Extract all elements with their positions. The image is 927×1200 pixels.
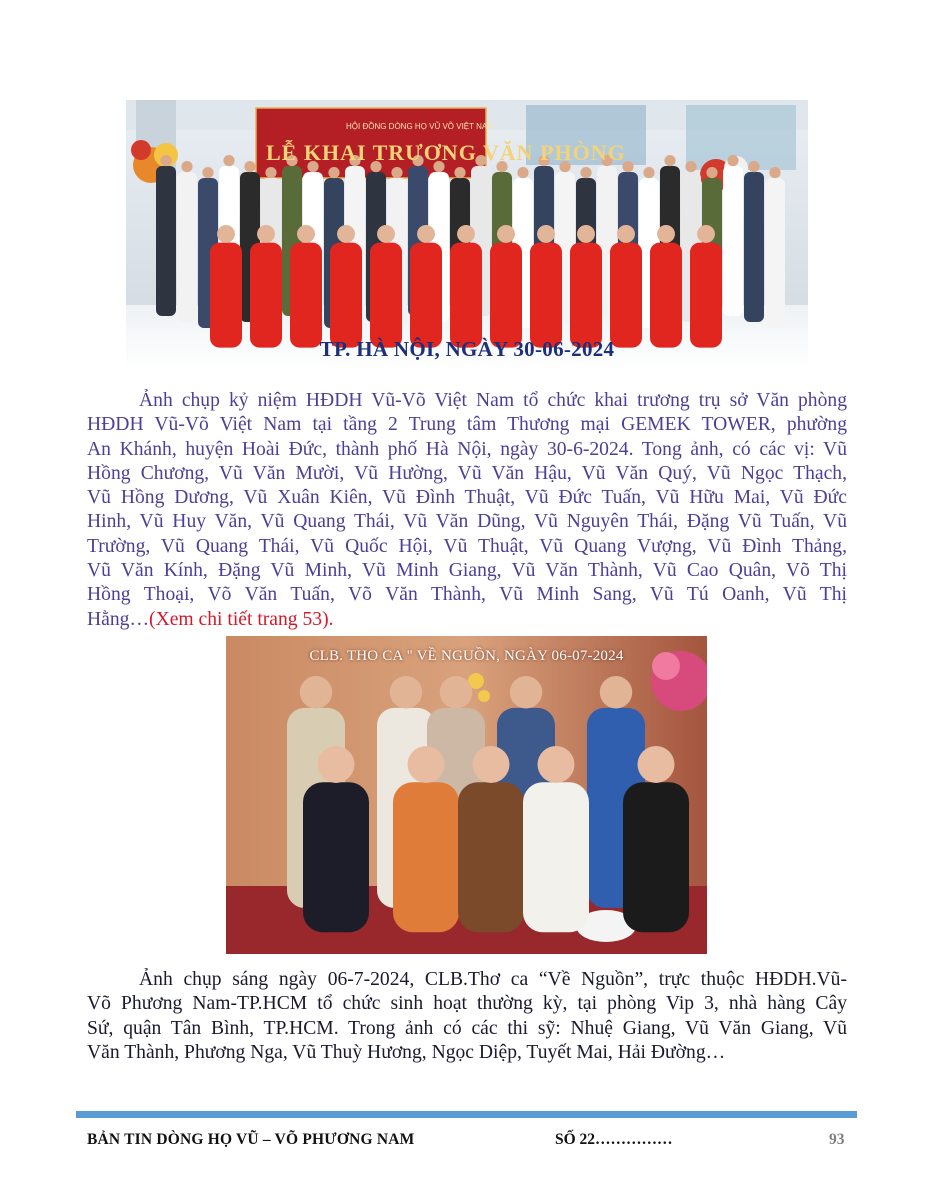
see-more-reference: (Xem chi tiết trang 53).	[149, 608, 334, 630]
footer-rule	[76, 1111, 857, 1118]
paragraph-last-line	[87, 608, 847, 632]
person-back-row	[177, 161, 197, 322]
paragraph-line: An Khánh, huyện Hoài Đức, thành phố Hà Nội, ngày 30-6-2024. Tong ảnh, có các vị: Vũ	[87, 438, 847, 460]
banner-title: LỄ KHAI TRƯƠNG VĂN PHÒNG	[266, 140, 626, 165]
photo1-caption: TP. HÀ NỘI, NGÀY 30-06-2024	[319, 337, 615, 361]
person-back-row	[765, 167, 785, 328]
footer-page-number: 93	[829, 1131, 845, 1148]
person-back-row	[723, 155, 743, 316]
paragraph-line: Văn Thành, Phương Nga, Vũ Thuỳ Hương, Ngọc Diệp, Tuyết Mai, Hải Đường…	[87, 1041, 726, 1063]
footer-publication-title: BẢN TIN DÒNG HỌ VŨ – VÕ PHƯƠNG NAM	[87, 1131, 415, 1148]
group-photo-poetry-club	[226, 636, 707, 954]
paragraph-line: Hồng Thoại, Võ Văn Tuấn, Võ Văn Thành, Vũ Minh Sang, Vũ Tú Oanh, Vũ Thị	[87, 584, 847, 606]
photo2-scene	[226, 636, 707, 954]
paragraph-line: Vũ Văn Kính, Đặng Vũ Minh, Vũ Minh Giang, Vũ Văn Thành, Vũ Cao Quân, Võ Thị	[87, 560, 847, 582]
person-back-row	[744, 161, 764, 322]
paragraph-line: Hồng Chương, Vũ Văn Mười, Vũ Hường, Vũ Văn Hậu, Vũ Văn Quý, Vũ Ngọc Thạch,	[87, 462, 847, 484]
caption-paragraph-office-opening	[87, 389, 847, 632]
paragraph-line: Trường, Vũ Quang Thái, Vũ Quốc Hội, Vũ Thuật, Vũ Quang Vượng, Vũ Đình Thảng,	[87, 535, 847, 557]
paragraph-line: Ảnh chụp sáng ngày 06-7-2024, CLB.Thơ ca “Về Nguồn”, trực thuộc HĐDH.Vũ-	[139, 969, 847, 990]
caption-paragraph-poetry-club	[87, 968, 847, 1065]
paragraph-line: Võ Phương Nam-TP.HCM tổ chức sinh hoạt thường kỳ, tại phòng Vip 3, nhà hàng Cây	[87, 993, 847, 1015]
footer-issue-number: SỐ 22……………	[555, 1131, 673, 1148]
paragraph-line: Vũ Hồng Dương, Vũ Xuân Kiên, Vũ Đình Thuật, Vũ Đức Tuấn, Vũ Hữu Mai, Vũ Đức	[87, 487, 847, 509]
group-photo-office-opening	[126, 100, 808, 370]
paragraph-line: HĐDH Vũ-Võ Việt Nam tại tầng 2 Trung tâm Thương mại GEMEK TOWER, phường	[87, 414, 847, 436]
paragraph-line-text: Hằng…	[87, 608, 150, 630]
person-back-row	[156, 155, 176, 316]
photo2-caption: CLB. THO CA " VỀ NGUỒN, NGÀY 06-07-2024	[309, 648, 624, 664]
paragraph-line: Hinh, Vũ Huy Văn, Vũ Quang Thái, Vũ Văn Dũng, Vũ Nguyên Thái, Đặng Vũ Tuấn, Vũ	[87, 511, 847, 533]
paragraph-line: Ảnh chụp kỷ niệm HĐDH Vũ-Võ Việt Nam tổ chức khai trương trụ sở Văn phòng	[139, 390, 847, 411]
paragraph-line: Sứ, quận Tân Bình, TP.HCM. Trong ảnh có các thi sỹ: Nhuệ Giang, Vũ Văn Giang, Vũ	[87, 1017, 847, 1039]
banner-org-name: HỘI ĐỒNG DÒNG HỌ VŨ VÕ VIỆT NAM	[346, 122, 494, 131]
